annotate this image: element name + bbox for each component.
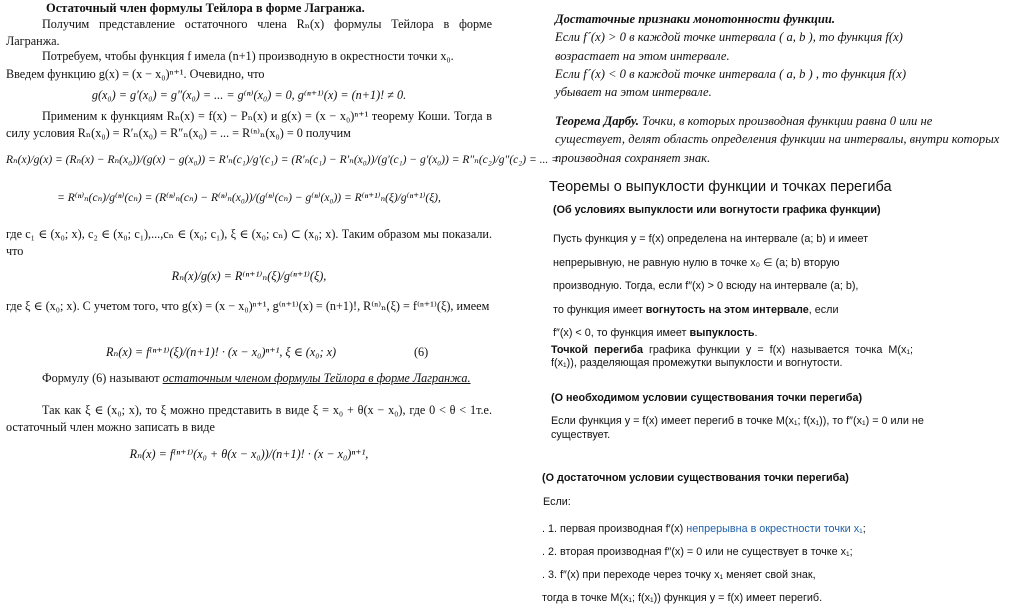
equation-theta-remainder: Rₙ(x) = f⁽ⁿ⁺¹⁾(x₀ + θ(x − x₀))/(n+1)! · (x − x₀)ⁿ⁺¹, — [129, 447, 369, 461]
inflection-text: графика функции y = f(x) называется точка M(x₁; f(x₁)), разделяющая промежутки выпуклости и вогнутости. — [551, 344, 913, 370]
sufficient-condition-list — [542, 518, 1002, 587]
paragraph-considering: где ξ ∈ (x₀; x). С учетом того, что g(x) = (x − x₀)ⁿ⁺¹, g⁽ⁿ⁺¹⁾(x) = (n+1)!, R⁽ⁿ⁾ₙ(ξ) = f⁽ⁿ⁺¹⁾(ξ), имеем — [6, 299, 490, 313]
monotonicity-block — [555, 10, 1005, 101]
convexity-line5 — [553, 322, 938, 346]
convexity-line3: производную. Тогда, если f″(x) > 0 всюду на интервале (a; b), — [553, 280, 859, 292]
darboux-text: Точки, в которых производная функции равна 0 или не существует, делят область определения функции на интервалы, внутри которых производная сохраняет знак. — [555, 114, 1000, 165]
convexity-title: Теоремы о выпуклости функции и точках перегиба — [549, 179, 892, 195]
darboux-block — [555, 112, 1005, 167]
convexity-line1: Пусть функция y = f(x) определена на интервале (a; b) и имеет — [553, 233, 869, 245]
equation-cauchy-chain-2: = R⁽ⁿ⁾ₙ(cₙ)/g⁽ⁿ⁾(cₙ) = (R⁽ⁿ⁾ₙ(cₙ) − R⁽ⁿ⁾ₙ(x₀))/(g⁽ⁿ⁾(cₙ) − g⁽ⁿ⁾(x₀)) = R⁽ⁿ⁺¹⁾ₙ(ξ)/g⁽ⁿ⁺¹⁾(ξ), — [57, 192, 441, 204]
if-label: Если: — [543, 496, 571, 508]
paragraph-cauchy: Применим к функциям Rₙ(x) = f(x) − Pₙ(x) и g(x) = (x − x₀)ⁿ⁺¹ теорему Коши. Тогда в силу условия Rₙ(x₀) = R′ₙ(x₀) = R″ₙ(x₀) = ... = R⁽ⁿ⁾ₙ(x₀) = 0 получим — [6, 109, 492, 141]
necessary-condition-title: (О необходимом условии существования точки перегиба) — [551, 392, 863, 404]
necessary-condition-text: Если функция y = f(x) имеет перегиб в точке M(x₁; f(x₁)), то f″(x₁) = 0 или не существует. — [551, 415, 924, 442]
paragraph-xi-representation: Так как ξ ∈ (x₀; x), то ξ можно представить в виде ξ = x₀ + θ(x − x₀), где 0 < θ < 1т.е. остаточный член можно записать в виде — [6, 403, 492, 435]
monotonicity-increase-line2: возрастает на этом интервале. — [555, 48, 730, 63]
sufficient-condition-title: (О достаточном условии существования точки перегиба) — [542, 472, 849, 484]
condition-item-2: . 2. вторая производная f″(x) = 0 или не существует в точке x₁; — [542, 546, 853, 558]
darboux-title: Теорема Дарбу. — [555, 114, 639, 128]
monotonicity-decrease-line2: убывает на этом интервале. — [555, 85, 712, 99]
paragraph-where-c: где c₁ ∈ (x₀; x), c₂ ∈ (x₀; c₁),...,cₙ ∈ (x₀; c₁), ξ ∈ (x₀; cₙ) ⊂ (x₀; x). Таким образом мы показали. что — [6, 227, 492, 259]
sufficient-condition-conclusion: тогда в точке M(x₁; f(x₁)) функция y = f(x) имеет перегиб. — [542, 592, 823, 604]
convexity-line4-end: , если — [808, 303, 839, 316]
convexity-line5-end: . — [754, 327, 758, 339]
condition-item-1-end: ; — [862, 523, 866, 535]
convexity-theorem — [553, 228, 938, 346]
convexity-line2: непрерывную, не равную нулю в точке x₀ ∈ (a; b) вторую — [553, 256, 840, 269]
monotonicity-decrease-line1: Если f´(x) < 0 в каждой точке интервала ( a, b ) , то функция f(x) — [555, 66, 907, 81]
condition-item-1 — [542, 518, 1002, 541]
taylor-remainder-title: Остаточный член формулы Тейлора в форме Лагранжа. — [46, 1, 365, 15]
equation-g-derivatives: g(x₀) = g′(x₀) = g″(x₀) = ... = g⁽ⁿ⁾(x₀) = 0, g⁽ⁿ⁺¹⁾(x) = (n+1)! ≠ 0. — [91, 88, 407, 102]
convexity-subtitle: (Об условиях выпуклости или вогнутости графика функции) — [553, 204, 881, 216]
paragraph-function-g: Введем функцию g(x) = (x − x₀)ⁿ⁺¹. Очевидно, что — [6, 67, 265, 81]
inflection-term: Точкой перегиба — [551, 344, 643, 356]
paragraph-requirement: Потребуем, чтобы функция f имела (n+1) производную в окрестности точки x₀. — [42, 49, 454, 63]
formula-name-prefix: Формулу (6) называют — [42, 371, 163, 385]
equation-cauchy-chain-1: Rₙ(x)/g(x) = (Rₙ(x) − Rₙ(x₀))/(g(x) − g(x₀)) = R′ₙ(c₁)/g′(c₁) = (R′ₙ(c₁) − R′ₙ(x₀))/(g′(c₁) − g′(x₀)) = R″ₙ(c₂)/g″(c₂) = ... = — [6, 154, 559, 166]
inflection-definition — [551, 344, 913, 371]
convexity-line4 — [553, 299, 938, 323]
concavity-term: вогнутость на этом интервале — [645, 303, 809, 316]
monotonicity-increase-line1: Если f´(x) > 0 в каждой точке интервала ( a, b ), то функция f(x) — [555, 30, 903, 45]
paragraph-intro: Получим представление остаточного члена Rₙ(x) формулы Тейлора в форме Лагранжа. — [6, 17, 492, 49]
convexity-term: выпуклость — [689, 327, 755, 339]
convexity-line5-start: f″(x) < 0, то функция имеет — [553, 327, 690, 339]
condition-item-1-start: . 1. первая производная f′(x) — [542, 523, 687, 535]
equation-ratio: Rₙ(x)/g(x) = R⁽ⁿ⁺¹⁾ₙ(ξ)/g⁽ⁿ⁺¹⁾(ξ), — [171, 269, 327, 283]
formula-name-term: остаточным членом формулы Тейлора в форме Лагранжа. — [162, 371, 471, 385]
paragraph-formula-name — [6, 370, 492, 387]
continuity-link-text: непрерывна в окрестности точки x₁ — [686, 523, 863, 535]
condition-item-3: . 3. f″(x) при переходе через точку x₁ меняет свой знак, — [542, 569, 816, 581]
convexity-line4-start: то функция имеет — [553, 303, 646, 316]
equation-number: (6) — [414, 345, 429, 359]
monotonicity-title: Достаточные признаки монотонности функции. — [555, 12, 836, 26]
equation-lagrange-remainder: Rₙ(x) = f⁽ⁿ⁺¹⁾(ξ)/(n+1)! · (x − x₀)ⁿ⁺¹, ξ ∈ (x₀; x) — [105, 345, 337, 359]
